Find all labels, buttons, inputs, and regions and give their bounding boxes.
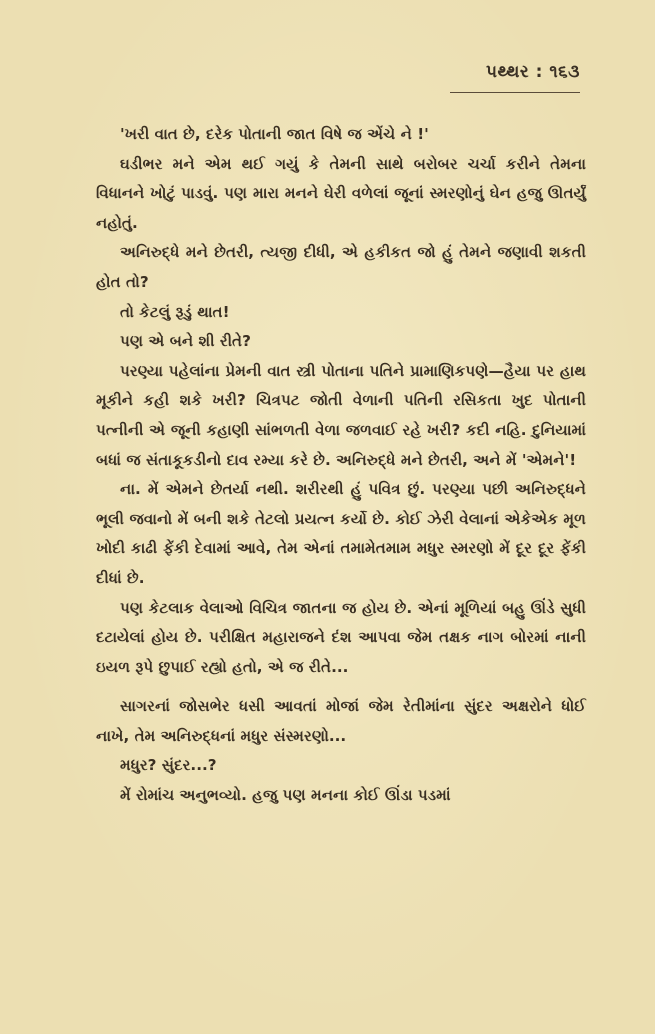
header-underline — [450, 92, 580, 93]
paragraph: અનિરુદ્ધે મને છેતરી, ત્યજી દીધી, એ હકીકત જો હું તેમને જણાવી શકતી હોત તો? — [96, 243, 586, 291]
paragraph: મધુર? સુંદર...? — [120, 756, 217, 775]
page-body — [96, 120, 586, 811]
paragraph: ઘડીભર મને એમ થઈ ગયું કે તેમની સાથે બરોબર ચર્ચા કરીને તેમના વિધાનને ખોટું પાડવું. પણ મારા મનને ઘેરી વળેલાં જૂનાં સ્મરણોનું ઘેન હજુ ઊતર્યું નહોતું. — [96, 154, 586, 232]
running-header: પથ્થર : ૧૬૩ — [485, 62, 580, 82]
paragraph: સાગરનાં જોસભેર ધસી આવતાં મોજાં જેમ રેતીમાંના સુંદર અક્ષરોને ધોઈ નાખે, તેમ અનિરુદ્ધનાં મધુર સંસ્મરણો... — [96, 697, 586, 745]
paragraph: તો કેટલું રૂડું થાત! — [120, 302, 230, 321]
paragraph: પણ કેટલાક વેલાઓ વિચિત્ર જાતના જ હોય છે. એનાં મૂળિયાં બહુ ઊંડે સુધી દટાયેલાં હોય છે. પરીક્ષિત મહારાજને દંશ આપવા જેમ તક્ષક નાગ બોરમાં નાની ઇયળ રૂપે છુપાઈ રહ્યો હતો, એ જ રીતે... — [96, 598, 586, 676]
paragraph: 'ખરી વાત છે, દરેક પોતાની જાત વિષે જ એંચે ને !' — [120, 125, 429, 143]
paragraph: પણ એ બને શી રીતે? — [120, 332, 251, 351]
paragraph: ના. મેં એમને છેતર્યા નથી. શરીરથી હું પવિત્ર છું. પરણ્યા પછી અનિરુદ્ધને ભૂલી જવાનો મેં બની શકે તેટલો પ્રયત્ન કર્યો છે. કોઈ ઝેરી વેલાનાં એકેએક મૂળ ખોદી કાઢી ફેંકી દેવામાં આવે, તેમ એનાં તમામેતમામ મધુર સ્મરણો મેં દૂર દૂર ફેંકી દીધાં છે. — [96, 480, 586, 587]
paragraph: પરણ્યા પહેલાંના પ્રેમની વાત સ્ત્રી પોતાના પતિને પ્રામાણિકપણે—હૈયા પર હાથ મૂકીને કહી શકે ખરી? ચિત્રપટ જોતી વેળાની પતિની રસિકતા ખુદ પોતાની પત્નીની એ જૂની કહાણી સાંભળતી વેળા જળવાઈ રહે ખરી? કદી નહિ. દુનિયામાં બધાં જ સંતાકૂકડીનો દાવ રમ્યા કરે છે. અનિરુદ્ધે મને છેતરી, અને મેં 'એમને'! — [96, 361, 586, 469]
paragraph: મેં રોમાંચ અનુભવ્યો. હજુ પણ મનના કોઈ ઊંડા પડમાં — [120, 786, 451, 805]
